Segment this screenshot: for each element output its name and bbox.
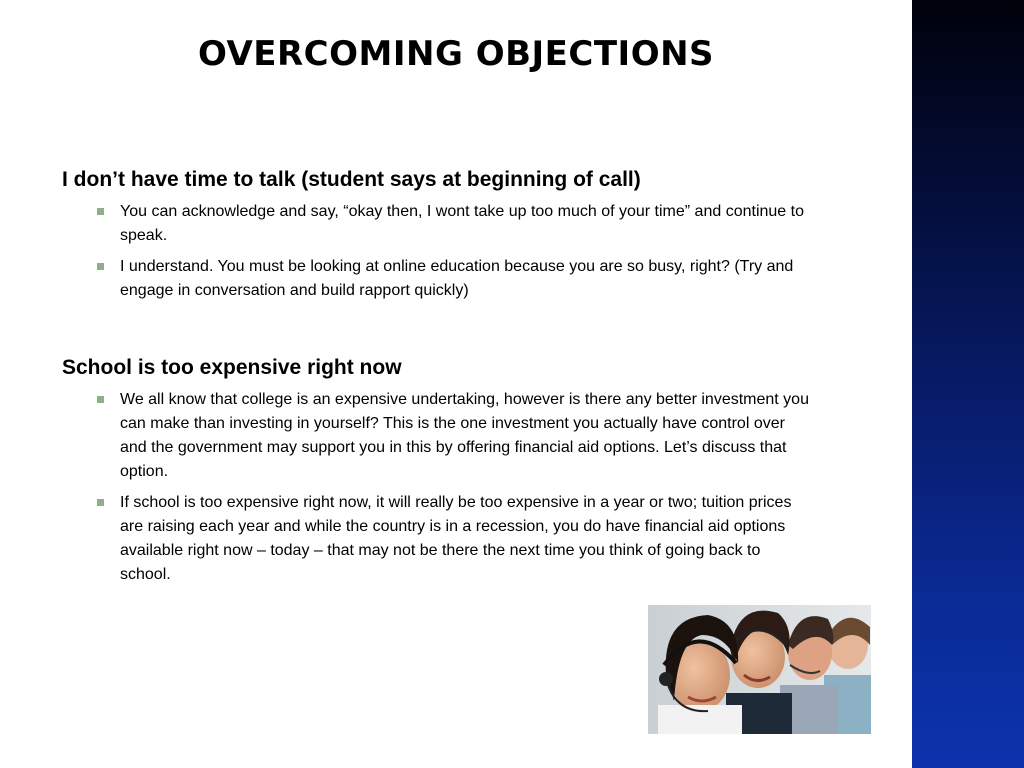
square-bullet-icon [97, 263, 104, 270]
bullet-item [62, 388, 810, 484]
objection-section-expense [62, 354, 862, 594]
decorative-side-band [912, 0, 1024, 768]
bullet-text: If school is too expensive right now, it will really be too expensive in a year or two; tuition prices are raising each year and while the country is in a recession, you do have financial aid options available right now – today – that may not be there the next time you think of going back to school. [120, 494, 792, 583]
section-heading: I don’t have time to talk (student says at beginning of call) [62, 168, 641, 191]
bullet-text: I understand. You must be looking at online education because you are so busy, right? (Try and engage in conversation and build rapport quickly) [120, 258, 794, 299]
section-heading: School is too expensive right now [62, 356, 402, 379]
square-bullet-icon [97, 499, 104, 506]
bullet-item [62, 491, 810, 587]
call-center-agents-photo [648, 605, 871, 734]
slide-title: OVERCOMING OBJECTIONS [197, 34, 715, 74]
bullet-text: We all know that college is an expensive undertaking, however is there any better investment you can make than investing in yourself? This is the one investment you actually have control over and the government may support you in this by offering financial aid options. Let’s discuss that option. [120, 391, 809, 480]
square-bullet-icon [97, 396, 104, 403]
bullet-list [62, 200, 862, 303]
objection-section-time [62, 166, 862, 310]
square-bullet-icon [97, 208, 104, 215]
bullet-list [62, 388, 862, 587]
bullet-item [62, 200, 810, 248]
bullet-text: You can acknowledge and say, “okay then, I wont take up too much of your time” and continue to speak. [120, 203, 804, 244]
bullet-item [62, 255, 810, 303]
